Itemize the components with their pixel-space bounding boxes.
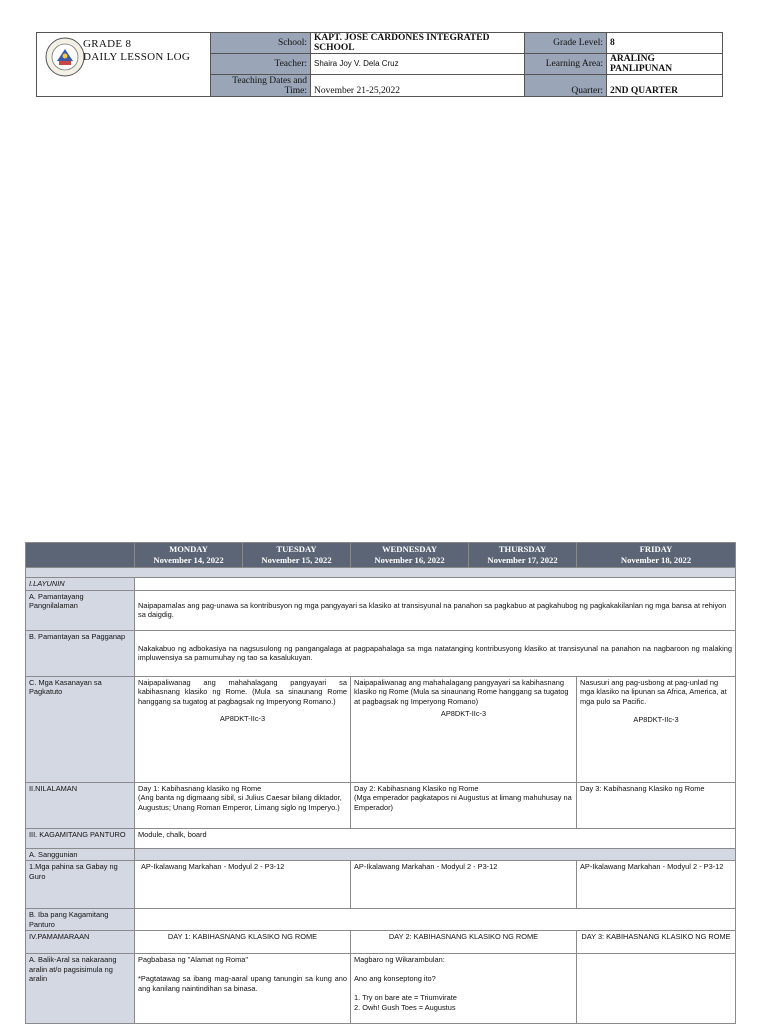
pagganap-text: Nakakabuo ng adbokasiya na nagsusulong ng pangangalaga at pagpapahalaga sa mga natatanging kontribusyong klasiko at transisyunal na panahon na nagbaroon ng malaking impluwensiya sa pamumuhay ng tao sa kasalukuyan. <box>135 630 736 676</box>
logo-title-cell <box>37 33 211 97</box>
iba-kagamitan-label: B. Iba pang Kagamitang Panturo <box>26 909 135 931</box>
balik-aral-label: A. Balik-Aral sa nakaraang aralin at/o pagsisimula ng aralin <box>26 954 135 1024</box>
grade-level-label: Grade Level: <box>525 33 607 54</box>
nilalaman-day2: Day 2: Kabihasnang Klasiko ng Rome (Mga emperador pagkatapos ni Augustus at limang mahuhusay na Emperador) <box>351 782 577 828</box>
pagganap-label: B. Pamantayan sa Pagganap <box>26 630 135 676</box>
pamantayang-text: Naipapamalas ang pag-unawa sa kontribusyon ng mga pangyayari sa klasiko at transisyunal na panahon sa pagkabuo at pagkahubog ng pagkakakilanlan ng mga bansa at rehiyon sa daigdig. <box>135 590 736 630</box>
school-value: KAPT. JOSE CARDONES INTEGRATED SCHOOL <box>311 33 525 54</box>
kasanayan-day1: Naipapaliwanag ang mahahalagang pangyayari sa kabihasnang klasiko ng Rome. (Mula sa sinaunang Rome hanggang sa tugatog at pagbagsak ng Imperyong Romano.) AP8DKT-IIc-3 <box>135 676 351 782</box>
teacher-label: Teacher: <box>211 54 311 75</box>
day-header-monday: MONDAY November 14, 2022 <box>135 543 243 568</box>
lesson-log-table <box>25 542 736 1024</box>
pamamaraan-label: IV.PAMAMARAAN <box>26 931 135 954</box>
nilalaman-day3: Day 3: Kabihasnang Klasiko ng Rome <box>577 782 736 828</box>
layunin-label: I.LAYUNIN <box>26 578 135 591</box>
day-header-wednesday: WEDNESDAY November 16, 2022 <box>351 543 469 568</box>
pamantayang-label: A. Pamantayang Pangnilalaman <box>26 590 135 630</box>
grade-level-value: 8 <box>607 33 723 54</box>
day-header-tuesday: TUESDAY November 15, 2022 <box>243 543 351 568</box>
gabay-day1: AP-Ikalawang Markahan - Modyul 2 - P3-12 <box>135 861 351 909</box>
iba-kagamitan-empty <box>135 909 736 931</box>
pamamaraan-day1: DAY 1: KABIHASNANG KLASIKO NG ROME <box>135 931 351 954</box>
title-grade: GRADE 8 <box>83 38 132 50</box>
balik-aral-day1: Pagbabasa ng "Alamat ng Roma" *Pagtatawag sa ibang mag-aaral upang tanungin sa kung ano ang kanilang naintindihan sa binasa. <box>135 954 351 1024</box>
sanggunian-label: A. Sanggunian <box>26 848 135 861</box>
day-header-thursday: THURSDAY November 17, 2022 <box>469 543 577 568</box>
gabay-label: 1.Mga pahina sa Gabay ng Guro <box>26 861 135 909</box>
nilalaman-label: II.NILALAMAN <box>26 782 135 828</box>
kasanayan-day3: Nasusuri ang pag-usbong at pag-unlad ng mga klasiko na lipunan sa Africa, America, at mga pulo sa Pacific. AP8DKT-IIc-3 <box>577 676 736 782</box>
school-label: School: <box>211 33 311 54</box>
kagamitan-label: III. KAGAMITANG PANTURO <box>26 828 135 848</box>
header-table <box>36 32 723 97</box>
teaching-dates-value: November 21-25,2022 <box>311 75 525 97</box>
pamamaraan-day3: DAY 3: KABIHASNANG KLASIKO NG ROME <box>577 931 736 954</box>
day-header-friday: FRIDAY November 18, 2022 <box>577 543 736 568</box>
layunin-empty <box>135 578 736 591</box>
learning-area-value: ARALING PANLIPUNAN <box>607 54 723 75</box>
nilalaman-day1: Day 1: Kabihasnang klasiko ng Rome (Ang banta ng digmaang sibil, si Julius Caesar bilang diktador, Augustus; Unang Roman Emperor, Limang siglo ng Imperyo.) <box>135 782 351 828</box>
pamamaraan-day2: DAY 2: KABIHASNANG KLASIKO NG ROME <box>351 931 577 954</box>
learning-area-label: Learning Area: <box>525 54 607 75</box>
gabay-day3: AP-Ikalawang Markahan - Modyul 2 - P3-12 <box>577 861 736 909</box>
teacher-value: Shaira Joy V. Dela Cruz <box>311 54 525 75</box>
teaching-dates-label: Teaching Dates and Time: <box>211 75 311 97</box>
spacer-row <box>26 568 736 578</box>
quarter-label: Quarter: <box>525 75 607 97</box>
sanggunian-empty <box>135 848 736 861</box>
balik-aral-day3 <box>577 954 736 1024</box>
title-daily-lesson-log: DAILY LESSON LOG <box>83 51 191 63</box>
quarter-value: 2ND QUARTER <box>607 75 723 97</box>
corner-cell <box>26 543 135 568</box>
balik-aral-day2: Magbaro ng Wikarambulan: Ano ang konseptong ito? 1. Try on bare ate = Triumvirate 2. Owh! Gush Toes = Augustus <box>351 954 577 1024</box>
kasanayan-label: C. Mga Kasanayan sa Pagkatuto <box>26 676 135 782</box>
deped-seal-icon <box>45 37 85 77</box>
kasanayan-day2: Naipapaliwanag ang mahahalagang pangyayari sa kabihasnang klasiko ng Rome (Mula sa sinaunang Rome hanggang sa tugatog at pagbagsak ng Imperyong Romano) AP8DKT-IIc-3 <box>351 676 577 782</box>
kagamitan-text: Module, chalk, board <box>135 828 736 848</box>
gabay-day2: AP-Ikalawang Markahan - Modyul 2 - P3-12 <box>351 861 577 909</box>
